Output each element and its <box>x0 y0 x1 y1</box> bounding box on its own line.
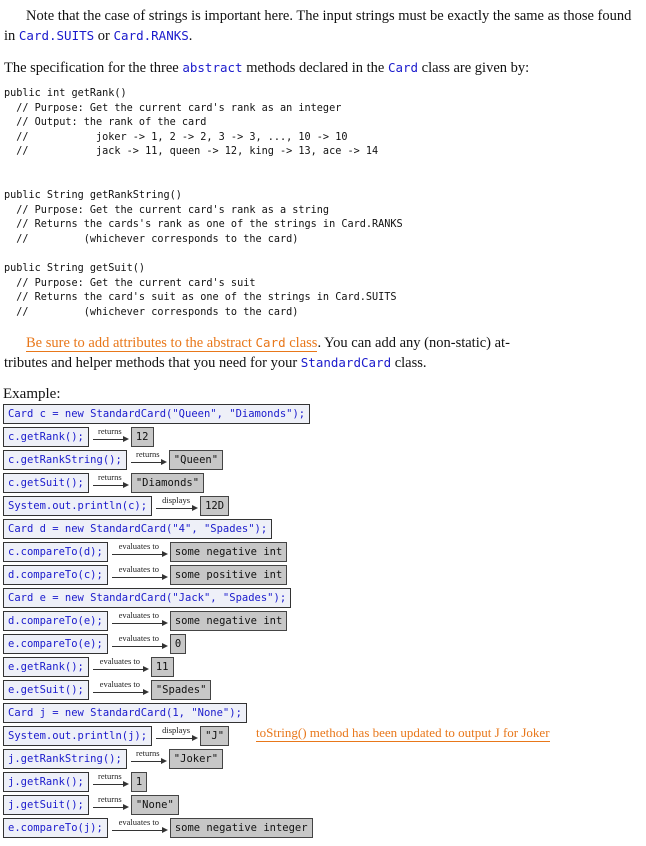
example-output: 12 <box>131 427 154 447</box>
arrow-label: evaluates to <box>118 817 159 827</box>
arrow-label: evaluates to <box>118 610 159 620</box>
example-code: c.compareTo(d); <box>3 542 108 562</box>
result-arrow <box>91 772 129 792</box>
example-output: "Queen" <box>169 450 223 470</box>
arrow-label: returns <box>98 472 122 482</box>
example-row <box>3 518 272 540</box>
arrow-label: displays <box>162 495 191 505</box>
example-output: some negative int <box>170 542 287 562</box>
example-code: c.getRank(); <box>3 427 89 447</box>
result-arrow <box>110 818 168 838</box>
arrow-label: returns <box>135 449 160 459</box>
example-row <box>3 472 204 494</box>
example-row <box>3 495 229 517</box>
result-arrow <box>91 427 129 447</box>
code-abstract: abstract <box>182 60 243 75</box>
example-row <box>3 817 313 839</box>
example-row <box>3 610 287 632</box>
result-arrow <box>91 680 149 700</box>
example-label: Example: <box>3 386 61 402</box>
code-card-suits: Card.SUITS <box>18 28 95 43</box>
example-code: Card c = new StandardCard("Queen", "Diamonds"); <box>3 404 310 424</box>
example-code: Card j = new StandardCard(1, "None"); <box>3 703 247 723</box>
result-arrow <box>91 657 149 677</box>
example-row <box>3 541 287 563</box>
result-arrow <box>129 749 167 769</box>
code-standardcard: StandardCard <box>300 355 392 370</box>
example-code: e.getRank(); <box>3 657 89 677</box>
example-row <box>3 679 211 701</box>
arrow-label: returns <box>98 794 122 804</box>
code-card-ranks: Card.RANKS <box>113 28 189 43</box>
example-output: "None" <box>131 795 179 815</box>
example-code: j.getRank(); <box>3 772 89 792</box>
example-output: "Joker" <box>169 749 223 769</box>
intro-paragraph-2: The specification for the three abstract methods declared in the Card class are given by: <box>4 60 530 76</box>
example-code: e.getSuit(); <box>3 680 89 700</box>
example-code: j.getRankString(); <box>3 749 127 769</box>
example-row <box>3 702 247 724</box>
example-code: d.compareTo(c); <box>3 565 108 585</box>
example-output: 11 <box>151 657 174 677</box>
arrow-label: returns <box>98 426 122 436</box>
code-card: Card <box>387 60 419 75</box>
example-output: some positive int <box>170 565 287 585</box>
attributes-paragraph: Be sure to add attributes to the abstract Card class. You can add any (non-static) at- tributes and helper methods that you need for your StandardCard class. <box>4 335 510 371</box>
example-output: 0 <box>170 634 186 654</box>
example-output: some negative int <box>170 611 287 631</box>
arrow-label: displays <box>162 725 191 735</box>
result-arrow <box>154 496 198 516</box>
example-output: "Diamonds" <box>131 473 204 493</box>
example-row <box>3 426 154 448</box>
example-row <box>3 748 223 770</box>
example-output: 12D <box>200 496 229 516</box>
example-code: Card e = new StandardCard("Jack", "Spades"); <box>3 588 291 608</box>
example-code: c.getRankString(); <box>3 450 127 470</box>
result-arrow <box>154 726 198 746</box>
example-row <box>3 656 174 678</box>
example-code: System.out.println(c); <box>3 496 152 516</box>
spec-getrank: public int getRank() // Purpose: Get the current card's rank as an integer // Output: the rank of the card // joker -> 1, 2 -> 2, 3 -> 3, ..., 10 -> 10 // jack -> 11, queen -> 12, king -> 13, ace -> 14 <box>4 88 379 157</box>
result-arrow <box>91 473 129 493</box>
example-code: Card d = new StandardCard("4", "Spades"); <box>3 519 272 539</box>
arrow-label: evaluates to <box>118 541 159 551</box>
example-code: System.out.println(j); <box>3 726 152 746</box>
result-arrow <box>110 634 168 654</box>
example-output: some negative integer <box>170 818 313 838</box>
attributes-warning: Be sure to add attributes to the abstract Card class <box>26 335 318 351</box>
example-row <box>3 449 223 471</box>
result-arrow <box>110 611 168 631</box>
example-code: c.getSuit(); <box>3 473 89 493</box>
spec-getrankstring: public String getRankString() // Purpose: Get the current card's rank as a string // Returns the cards's rank as one of the strings in Card.RANKS // (whichever corresponds to the card) <box>4 190 403 245</box>
example-output: "J" <box>200 726 229 746</box>
arrow-label: evaluates to <box>99 679 141 689</box>
example-row <box>3 771 147 793</box>
example-row <box>3 633 186 655</box>
result-arrow <box>129 450 167 470</box>
example-row <box>3 564 287 586</box>
arrow-label: evaluates to <box>99 656 141 666</box>
example-row <box>3 725 229 747</box>
arrow-label: evaluates to <box>118 564 159 574</box>
example-code: j.getSuit(); <box>3 795 89 815</box>
example-row <box>3 403 310 425</box>
intro-paragraph-1: Note that the case of strings is important here. The input strings must be exactly the same as those found in Card.SUITS or Card.RANKS. <box>4 8 632 44</box>
arrow-label: returns <box>135 748 160 758</box>
result-arrow <box>110 565 168 585</box>
result-arrow <box>110 542 168 562</box>
example-code: e.compareTo(e); <box>3 634 108 654</box>
example-output: "Spades" <box>151 680 212 700</box>
spec-getsuit: public String getSuit() // Purpose: Get the current card's suit // Returns the card's suit as one of the strings in Card.SUITS // (whichever corresponds to the card) <box>4 263 397 318</box>
example-output: 1 <box>131 772 147 792</box>
example-row <box>3 587 291 609</box>
example-code: d.compareTo(e); <box>3 611 108 631</box>
example-row <box>3 794 179 816</box>
result-arrow <box>91 795 129 815</box>
tostring-note: toString() method has been updated to output J for Joker <box>256 725 550 740</box>
arrow-label: returns <box>98 771 122 781</box>
example-code: e.compareTo(j); <box>3 818 108 838</box>
arrow-label: evaluates to <box>118 633 159 643</box>
